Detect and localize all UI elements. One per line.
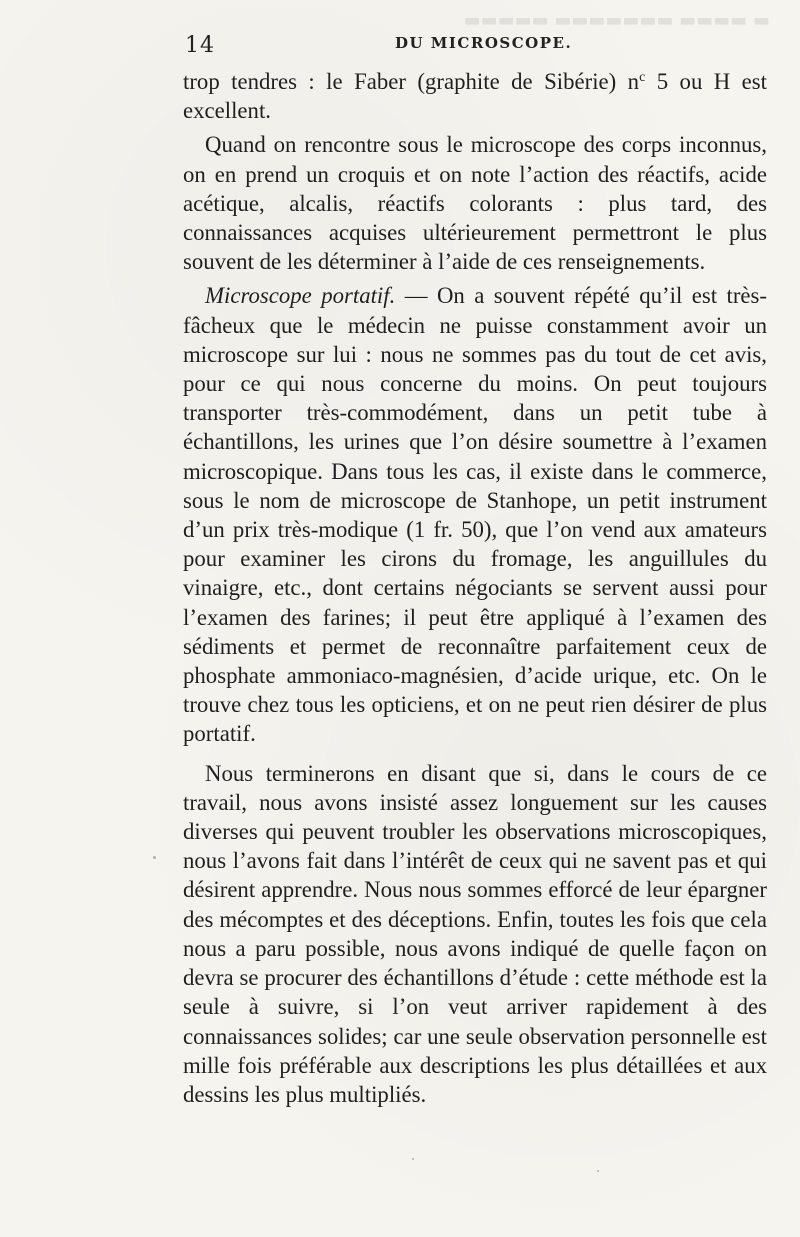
bleed-through-text: ▬ ▬▬▬▬ ▬▬▬▬▬▬▬ ▬▬▬▬▬	[463, 10, 770, 31]
paragraph-1-tail: 5 ou H est excellent.	[183, 69, 768, 124]
paper-speck	[597, 1170, 599, 1172]
paper-speck	[412, 1158, 414, 1160]
paragraph-gap	[183, 749, 767, 759]
section-title-microscope-portatif: Microscope portatif.	[205, 283, 396, 309]
paragraph-1-text: trop tendres : le Faber (graphite de Sibérie) n	[183, 69, 640, 94]
paragraph-3-text: — On a souvent répété qu’il est très-fâcheux que le médecin ne puisse constamment avoir un microscope sur lui : nous ne sommes pas du tout de cet avis, pour ce qui nous concerne du moins. On peut toujours transporter très-commodément, dans un petit tube à échantillons, les urines que l’on désire soumettre à l’examen microscopique. Dans tous les cas, il existe dans le commerce, sous le nom de microscope de Stanhope, un petit instrument d’un prix très-modique (1 fr. 50), que l’on vend aux amateurs pour examiner les cirons du fromage, les anguillules du vinaigre, etc., dont certains négociants se servent aussi pour l’examen des farines; il peut être appliqué à l’examen des sédiments et permet de reconnaître parfaitement ceux de phosphate ammoniaco-magnésien, d’acide urique, etc. On le trouve chez tous les opticiens, et on ne peut rien désirer de plus portatif.	[183, 283, 767, 747]
paragraph-1-superscript: c	[639, 70, 646, 85]
paragraph-1	[183, 63, 767, 125]
paragraph-2: Quand on rencontre sous le microscope des corps inconnus, on en prend un croquis et on note l’action des réactifs, acide acétique, alcalis, réactifs colorants : plus tard, des connaissances acquises ultérieurement permettront le plus souvent de les déterminer à l’aide de ces renseignements.	[183, 132, 767, 275]
page-number: 14	[185, 33, 215, 58]
paragraph-4: Nous terminerons en disant que si, dans le cours de ce travail, nous avons insisté assez longuement sur les causes diverses qui peuvent troubler les observations microscopiques, nous l’avons fait dans l’intérêt de ceux qui ne savent pas et qui désirent apprendre. Nous nous sommes efforcé de leur épargner des mécomptes et des déceptions. Enfin, toutes les fois que cela nous a paru possible, nous avons indiqué de quelle façon on devra se procurer des échantillons d’étude : cette méthode est la seule à suivre, si l’on veut arriver rapidement à des connaissances solides; car une seule observation personnelle est mille fois préférable aux descriptions les plus détaillées et aux dessins les plus multipliés.	[183, 760, 767, 1107]
paragraph-3	[183, 281, 767, 748]
running-head: DU MICROSCOPE.	[395, 34, 573, 52]
paper-speck	[153, 856, 156, 859]
body-text	[183, 63, 767, 1109]
